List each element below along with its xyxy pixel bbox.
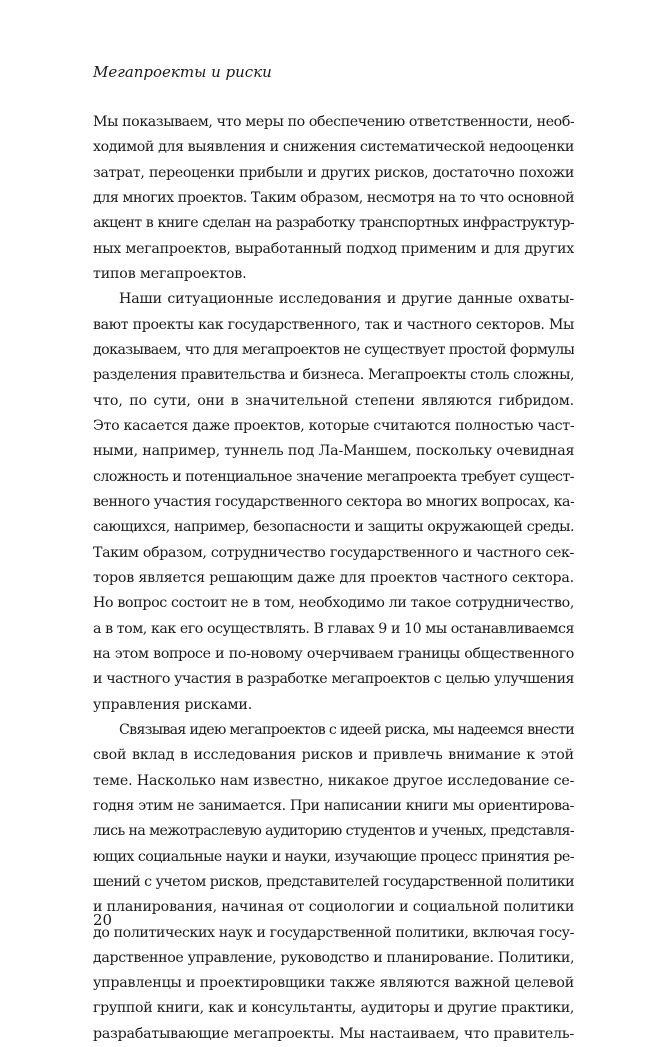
text-line: затрат, переоценки прибыли и других рисков, достаточно похожи (93, 164, 574, 181)
text-line: до политических наук и государственной политики, включая госу- (93, 924, 574, 941)
text-line: ющих социальные науки и науки, изучающие процесс принятия ре- (93, 848, 574, 865)
text-line: свой вклад в исследования рисков и привлечь внимание к этой (93, 747, 574, 764)
text-line: типов мегапроектов. (93, 265, 247, 282)
running-head: Мегапроекты и риски (93, 63, 272, 81)
body-text (93, 110, 574, 1047)
text-line: акцент в книге сделан на разработку транспортных инфраструктур- (93, 215, 574, 232)
page-number: 20 (93, 911, 113, 929)
text-line: годня этим не занимается. При написании книги мы ориентирова- (93, 797, 574, 814)
text-line: и планирования, начиная от социологии и социальной политики (93, 899, 574, 916)
text-line: ходимой для выявления и снижения систематической недооценки (93, 139, 574, 156)
text-line: Это касается даже проектов, которые считаются полностью част- (93, 417, 574, 434)
text-line: разделения правительства и бизнеса. Мегапроекты столь сложны, (93, 367, 574, 384)
text-line: шений с учетом рисков, представителей государственной политики (93, 873, 574, 890)
text-line: Наши ситуационные исследования и другие данные охваты- (119, 291, 574, 308)
text-line: управления рисками. (93, 696, 253, 713)
text-line: доказываем, что для мегапроектов не существует простой формулы (93, 341, 574, 358)
text-line: что, по сути, они в значительной степени являются гибридом. (93, 392, 574, 409)
text-line: разрабатывающие мегапроекты. Мы настаиваем, что правитель- (93, 1025, 574, 1042)
text-line: вают проекты как государственного, так и частного секторов. Мы (93, 316, 574, 333)
text-line: а в том, как его осуществлять. В главах 9 и 10 мы останавливаемся (93, 620, 574, 637)
text-line: Таким образом, сотрудничество государственного и частного сек- (93, 544, 574, 561)
text-line: ных мегапроектов, выработанный подход применим и для других (93, 240, 574, 257)
text-line: Но вопрос состоит не в том, необходимо ли такое сотрудничество, (93, 595, 574, 612)
text-line: для многих проектов. Таким образом, несмотря на то что основной (93, 189, 574, 206)
text-line: ными, например, туннель под Ла-Маншем, поскольку очевидная (93, 443, 574, 460)
text-line: венного участия государственного сектора во многих вопросах, ка- (93, 493, 574, 510)
text-line: лись на межотраслевую аудиторию студентов и ученых, представля- (93, 823, 574, 840)
text-line: сающихся, например, безопасности и защиты окружающей среды. (93, 519, 574, 536)
text-line: дарственное управление, руководство и планирование. Политики, (93, 949, 574, 966)
text-line: сложность и потенциальное значение мегапроекта требует сущест- (93, 468, 574, 485)
text-line: торов является решающим даже для проектов частного сектора. (93, 569, 574, 586)
text-line: управленцы и проектировщики также являются важной целевой (93, 975, 574, 992)
text-line: группой книги, как и консультанты, аудиторы и другие практики, (93, 1000, 574, 1017)
text-line: теме. Насколько нам известно, никакое другое исследование се- (93, 772, 574, 789)
text-line: на этом вопросе и по-новому очерчиваем границы общественного (93, 645, 574, 662)
text-line: Мы показываем, что меры по обеспечению ответственности, необ- (93, 114, 574, 130)
text-line: и частного участия в разработке мегапроектов с целью улучшения (93, 671, 574, 688)
text-line: Связывая идею мегапроектов с идеей риска, мы надеемся внести (119, 721, 574, 738)
